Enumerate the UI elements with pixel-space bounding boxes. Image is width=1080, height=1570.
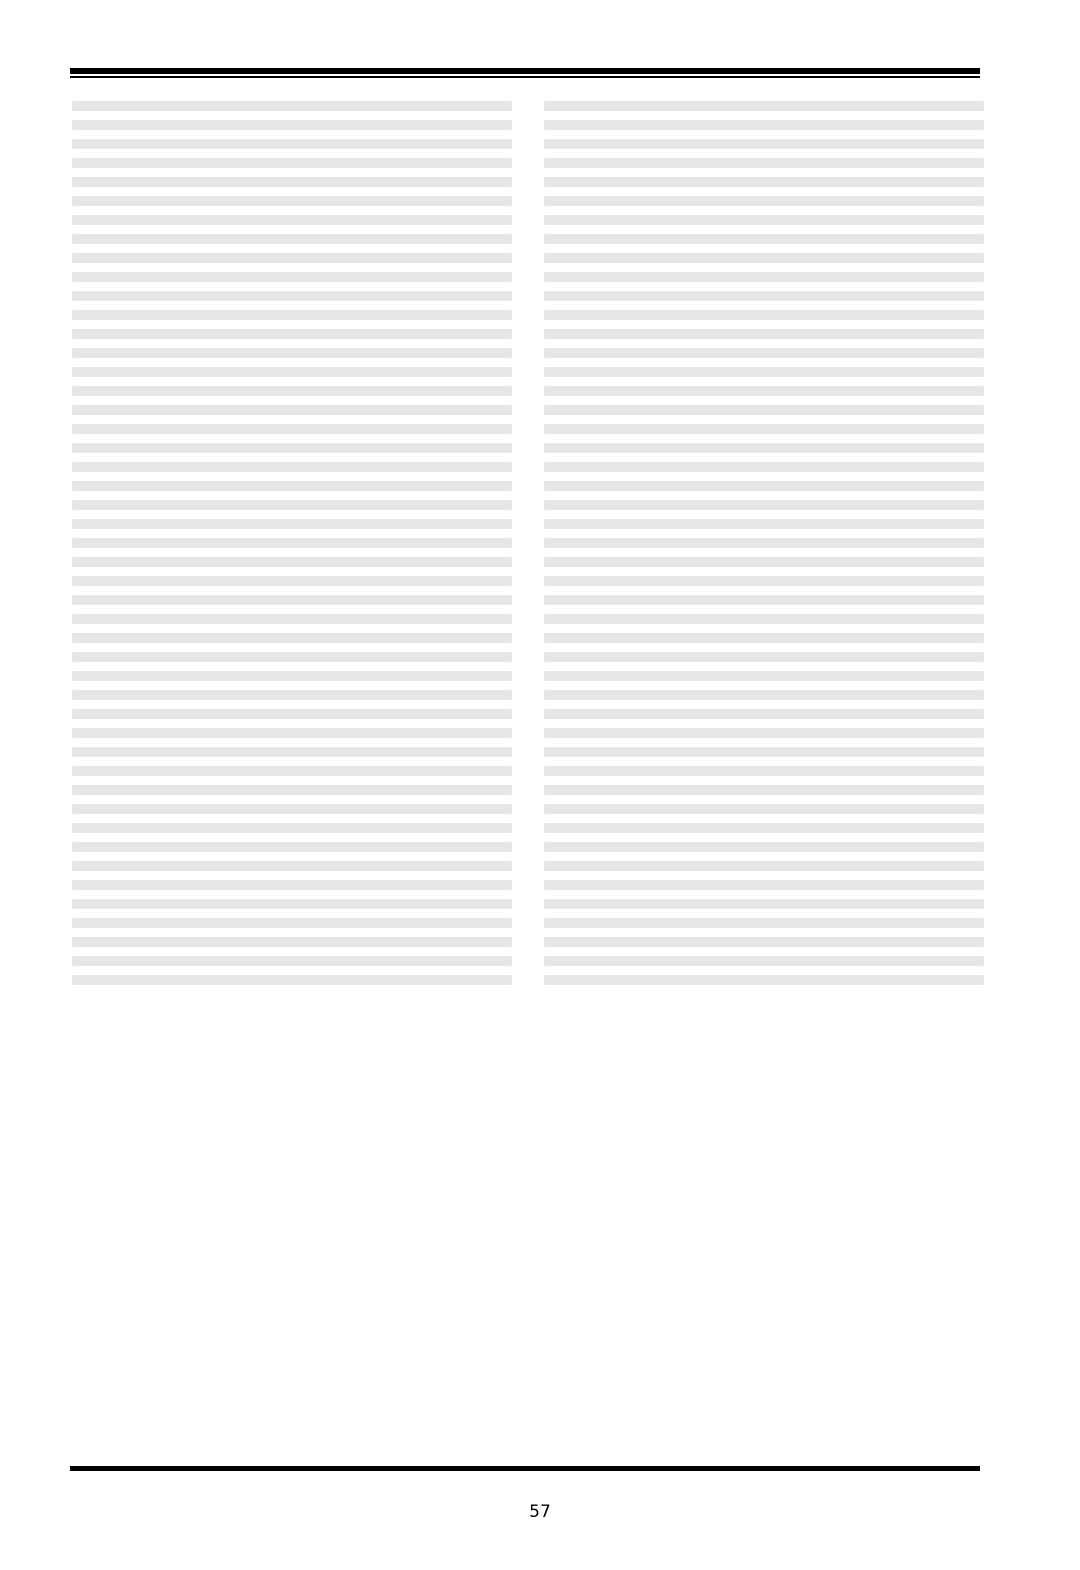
placeholder-line bbox=[72, 671, 512, 681]
placeholder-line bbox=[72, 652, 512, 662]
placeholder-line bbox=[72, 405, 512, 415]
placeholder-line bbox=[544, 956, 984, 966]
placeholder-line bbox=[544, 747, 984, 757]
placeholder-line bbox=[544, 652, 984, 662]
placeholder-line bbox=[544, 405, 984, 415]
page-number: 57 bbox=[529, 1502, 551, 1522]
placeholder-line bbox=[72, 804, 512, 814]
placeholder-line bbox=[72, 158, 512, 168]
placeholder-line bbox=[72, 937, 512, 947]
placeholder-line bbox=[72, 956, 512, 966]
placeholder-line bbox=[544, 158, 984, 168]
placeholder-line bbox=[544, 443, 984, 453]
placeholder-line bbox=[72, 614, 512, 624]
placeholder-line bbox=[544, 291, 984, 301]
placeholder-line bbox=[72, 842, 512, 852]
placeholder-line bbox=[72, 253, 512, 263]
placeholder-line bbox=[72, 918, 512, 928]
placeholder-line bbox=[72, 747, 512, 757]
placeholder-line bbox=[544, 253, 984, 263]
placeholder-line bbox=[72, 291, 512, 301]
placeholder-line bbox=[72, 576, 512, 586]
placeholder-line bbox=[72, 462, 512, 472]
placeholder-line bbox=[544, 595, 984, 605]
placeholder-line bbox=[544, 823, 984, 833]
placeholder-line bbox=[544, 101, 984, 111]
placeholder-line bbox=[544, 139, 984, 149]
placeholder-line bbox=[72, 177, 512, 187]
placeholder-line bbox=[72, 595, 512, 605]
placeholder-line bbox=[544, 614, 984, 624]
placeholder-line bbox=[544, 690, 984, 700]
placeholder-line bbox=[544, 272, 984, 282]
placeholder-line bbox=[72, 519, 512, 529]
placeholder-line bbox=[544, 899, 984, 909]
placeholder-line bbox=[544, 348, 984, 358]
left-column-placeholder bbox=[72, 92, 512, 994]
placeholder-line bbox=[544, 576, 984, 586]
placeholder-line bbox=[544, 234, 984, 244]
placeholder-line bbox=[544, 196, 984, 206]
placeholder-line bbox=[72, 443, 512, 453]
placeholder-line bbox=[72, 633, 512, 643]
placeholder-line bbox=[544, 120, 984, 130]
placeholder-line bbox=[544, 918, 984, 928]
placeholder-line bbox=[544, 880, 984, 890]
placeholder-line bbox=[72, 348, 512, 358]
placeholder-line bbox=[544, 766, 984, 776]
placeholder-line bbox=[544, 709, 984, 719]
placeholder-line bbox=[544, 937, 984, 947]
placeholder-line bbox=[544, 310, 984, 320]
placeholder-line bbox=[544, 500, 984, 510]
top-rule bbox=[70, 68, 980, 74]
placeholder-line bbox=[544, 177, 984, 187]
placeholder-line bbox=[72, 120, 512, 130]
placeholder-line bbox=[72, 975, 512, 985]
right-column-placeholder bbox=[544, 92, 984, 994]
placeholder-line bbox=[72, 272, 512, 282]
placeholder-line bbox=[544, 785, 984, 795]
placeholder-line bbox=[72, 785, 512, 795]
placeholder-line bbox=[544, 538, 984, 548]
placeholder-line bbox=[72, 861, 512, 871]
placeholder-line bbox=[72, 329, 512, 339]
placeholder-line bbox=[544, 424, 984, 434]
placeholder-line bbox=[72, 310, 512, 320]
placeholder-line bbox=[544, 367, 984, 377]
placeholder-line bbox=[72, 101, 512, 111]
placeholder-line bbox=[72, 690, 512, 700]
placeholder-line bbox=[72, 823, 512, 833]
placeholder-line bbox=[72, 880, 512, 890]
placeholder-line bbox=[72, 234, 512, 244]
placeholder-line bbox=[72, 766, 512, 776]
placeholder-line bbox=[72, 481, 512, 491]
placeholder-line bbox=[72, 538, 512, 548]
placeholder-line bbox=[72, 367, 512, 377]
placeholder-line bbox=[544, 842, 984, 852]
placeholder-line bbox=[544, 462, 984, 472]
placeholder-line bbox=[72, 557, 512, 567]
placeholder-line bbox=[544, 329, 984, 339]
placeholder-line bbox=[544, 975, 984, 985]
placeholder-line bbox=[544, 728, 984, 738]
placeholder-line bbox=[544, 861, 984, 871]
placeholder-line bbox=[72, 709, 512, 719]
placeholder-line bbox=[544, 804, 984, 814]
placeholder-line bbox=[544, 386, 984, 396]
placeholder-line bbox=[72, 899, 512, 909]
placeholder-line bbox=[72, 728, 512, 738]
top-rule-thin bbox=[70, 76, 980, 78]
placeholder-line bbox=[72, 500, 512, 510]
placeholder-line bbox=[544, 481, 984, 491]
placeholder-line bbox=[72, 139, 512, 149]
placeholder-line bbox=[72, 386, 512, 396]
placeholder-line bbox=[544, 671, 984, 681]
placeholder-line bbox=[72, 215, 512, 225]
placeholder-line bbox=[72, 424, 512, 434]
placeholder-line bbox=[544, 557, 984, 567]
placeholder-line bbox=[72, 196, 512, 206]
placeholder-line bbox=[544, 215, 984, 225]
placeholder-line bbox=[544, 633, 984, 643]
bottom-rule bbox=[70, 1466, 980, 1471]
placeholder-line bbox=[544, 519, 984, 529]
